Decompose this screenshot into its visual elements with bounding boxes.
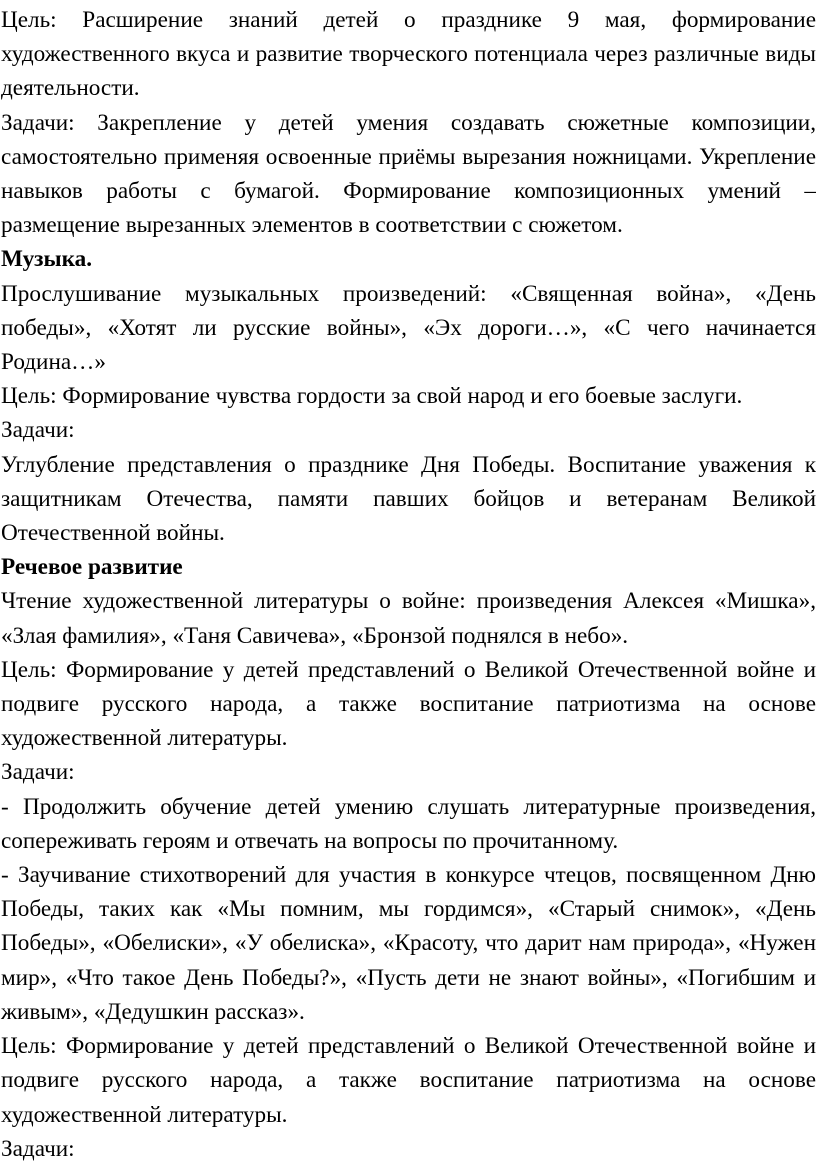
music-tasks-label: Задачи: [1,417,75,444]
music-listening-paragraph: Прослушивание музыкальных произведений: «Священная война», «День победы», «Хотят ли русские войны», «Эх дороги…», «С чего начинается Родина…» [1,280,816,376]
reading-task-item-2: - Заучивание стихотворений для участия в конкурсе чтецов, посвященном Дню Победы, таких как «Мы помним, мы гордимся», «Старый снимок», «День Победы», «Обелиски», «У обелиска», «Красоту, что дарит нам природа», «Нужен мир», «Что такое День Победы?», «Пусть дети не знают войны», «Погибшим и живым», «Дедушкин рассказ». [1,862,816,1025]
reading-task-item-1: - Продолжить обучение детей умению слушать литературные произведения, сопереживать героям и отвечать на вопросы по прочитанному. [1,793,816,854]
music-goal-paragraph: Цель: Формирование чувства гордости за свой народ и его боевые заслуги. [1,383,743,410]
reading-paragraph: Чтение художественной литературы о войне: произведения Алексея «Мишка», «Злая фамилия», «Таня Савичева», «Бронзой поднялся в небо». [1,588,816,649]
section-heading-music: Музыка. [1,246,92,273]
goal-paragraph: Цель: Расширение знаний детей о празднике 9 мая, формирование художественного вкуса и развитие творческого потенциала через различные виды деятельности. [1,7,816,102]
section-heading-speech: Речевое развитие [1,554,183,581]
poems-goal-paragraph: Цель: Формирование у детей представлений о Великой Отечественной войне и подвиге русского народа, а также воспитание патриотизма на основе художественной литературы. [1,1033,816,1128]
poems-tasks-label: Задачи: [1,1135,75,1162]
tasks-paragraph: Задачи: Закрепление у детей умения создавать сюжетные композиции, самостоятельно применяя освоенные приёмы вырезания ножницами. Укрепление навыков работы с бумагой. Формирование композиционных умений – размещение вырезанных элементов в соответствии с сюжетом. [1,109,816,239]
reading-goal-paragraph: Цель: Формирование у детей представлений о Великой Отечественной войне и подвиге русского народа, а также воспитание патриотизма на основе художественной литературы. [1,656,816,752]
music-tasks-paragraph: Углубление представления о празднике Дня Победы. Воспитание уважения к защитникам Отечества, памяти павших бойцов и ветеранам Великой Отечественной войны. [1,451,816,547]
reading-tasks-label: Задачи: [1,759,75,786]
